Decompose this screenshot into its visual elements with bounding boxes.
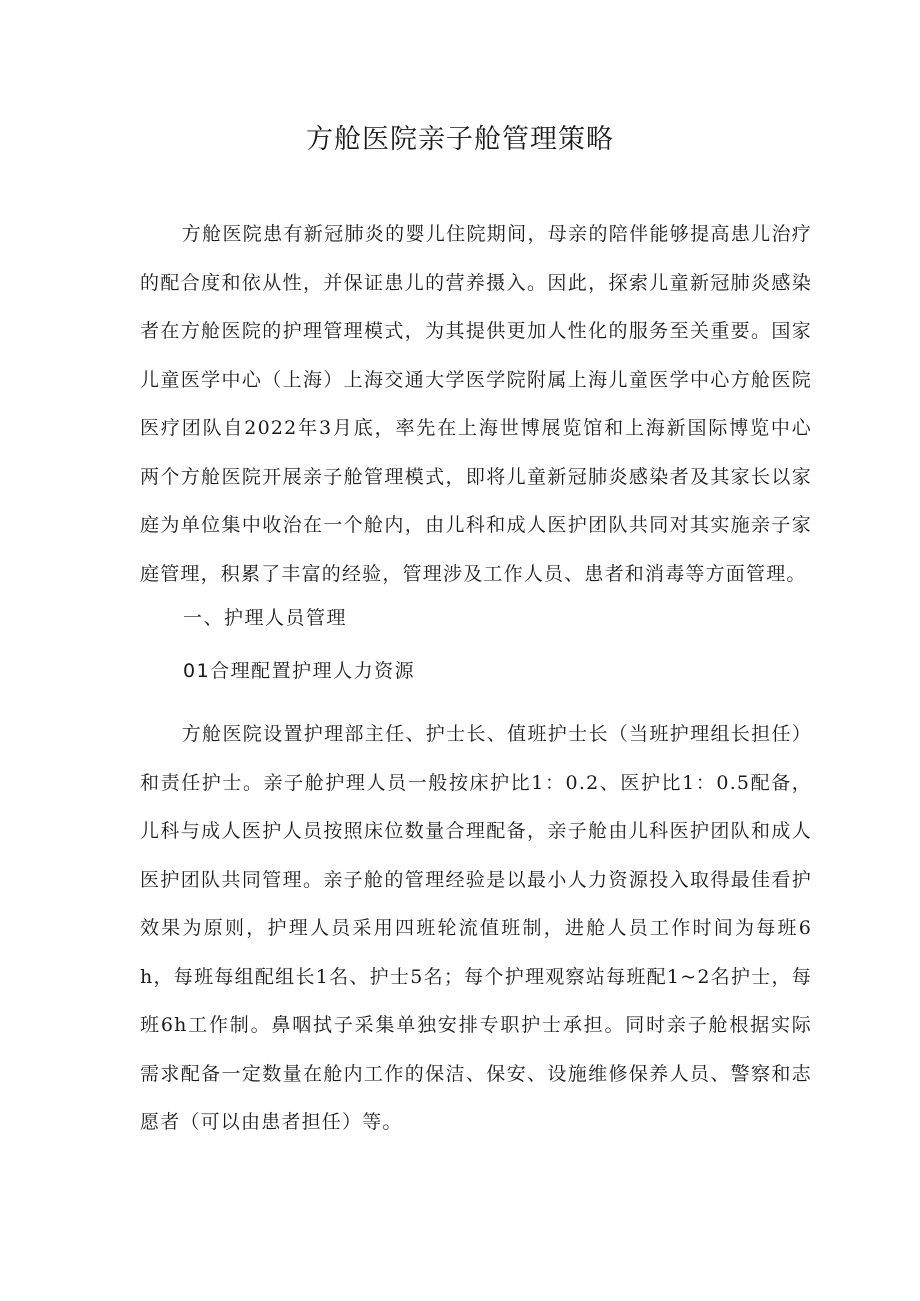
intro-paragraph: 方舱医院患有新冠肺炎的婴儿住院期间，母亲的陪伴能够提高患儿治疗的配合度和依从性，并保证患儿的营养摄入。因此，探索儿童新冠肺炎感染者在方舱医院的护理管理模式，为其提供更加人性化的服务至关重要。国家儿童医学中心（上海）上海交通大学医学院附属上海儿童医学中心方舱医院医疗团队自2022年3月底，率先在上海世博展览馆和上海新国际博览中心两个方舱医院开展亲子舱管理模式，即将儿童新冠肺炎感染者及其家长以家庭为单位集中收治在一个舱内，由儿科和成人医护团队共同对其实施亲子家庭管理，积累了丰富的经验，管理涉及工作人员、患者和消毒等方面管理。: [140, 223, 812, 585]
document-title: 方舱医院亲子舱管理策略: [306, 124, 614, 155]
body-paragraph: 方舱医院设置护理部主任、护士长、值班护士长（当班护理组长担任）和责任护士。亲子舱护理人员一般按床护比1：0.2、医护比1：0.5配备，儿科与成人医护人员按照床位数量合理配备，亲子舱由儿科医护团队和成人医护团队共同管理。亲子舱的管理经验是以最小人力资源投入取得最佳看护效果为原则，护理人员采用四班轮流值班制，进舱人员工作时间为每班6h，每班每组配组长1名、护士5名；每个护理观察站每班配1~2名护士，每班6h工作制。鼻咽拭子采集单独安排专职护士承担。同时亲子舱根据实际需求配备一定数量在舱内工作的保洁、保安、设施维修保养人员、警察和志愿者（可以由患者担任）等。: [140, 723, 812, 1133]
subsection-heading: 01合理配置护理人力资源: [183, 660, 416, 682]
section-heading: 一、护理人员管理: [183, 607, 348, 629]
